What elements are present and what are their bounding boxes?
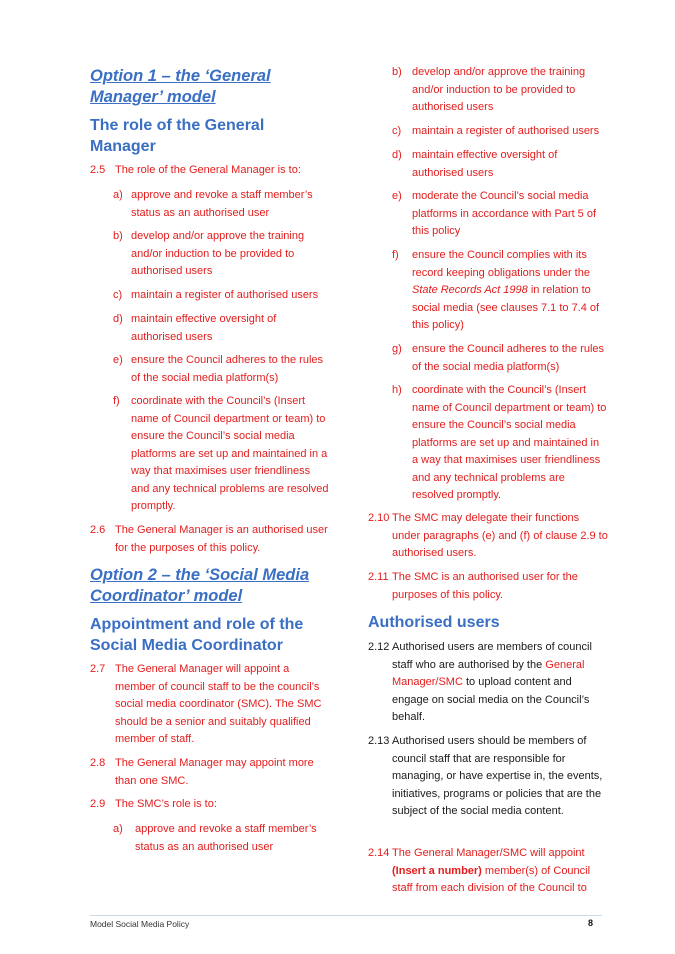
paragraph-number: 2.10	[368, 512, 390, 524]
paragraph-2-7	[90, 661, 330, 749]
smc-list-item-a	[113, 821, 335, 856]
paragraph-text: The General Manager will appoint a member of council staff to be the council’s social media coordinator (SMC). The SMC should be a senior and suitably qualified member of staff.	[115, 663, 322, 745]
smc-list-item-h	[392, 382, 607, 505]
smc-list-item-d	[392, 147, 607, 182]
list-text: develop and/or approve the training and/or induction to be provided to authorised users	[131, 230, 305, 277]
paragraph-number: 2.13	[368, 735, 390, 747]
list-text-part: ensure the Council complies with its record keeping obligations under the	[412, 249, 590, 279]
smc-list-item-f	[392, 247, 607, 335]
paragraph-number: 2.12	[368, 641, 390, 653]
option1-heading: Option 1 – the ‘General Manager’ model	[90, 67, 271, 106]
paragraph-number: 2.14	[368, 847, 390, 859]
paragraph-text-part: member(s) of Council staff from each division of the Council to	[392, 864, 591, 894]
list-text: ensure the Council adheres to the rules of the social media platform(s)	[131, 354, 324, 384]
list-letter: f)	[392, 249, 399, 261]
list-letter: d)	[113, 313, 123, 325]
list-letter: b)	[113, 230, 123, 242]
gm-list-item-d	[113, 311, 330, 346]
paragraph-2-9	[90, 796, 330, 814]
act-title: State Records Act 1998	[412, 284, 528, 296]
list-letter: b)	[392, 66, 402, 78]
footer-document-title: Model Social Media Policy	[90, 919, 190, 929]
paragraph-text-part: Authorised users are members of council staff who are authorised by the	[392, 641, 592, 671]
list-letter: c)	[392, 125, 402, 137]
smc-heading: Appointment and role of the Social Media Coordinator	[90, 616, 304, 654]
gm-list-item-b	[113, 228, 330, 281]
gm-list-item-f	[113, 393, 330, 516]
paragraph-number: 2.8	[90, 757, 106, 769]
list-text: moderate the Council’s social media platforms in accordance with Part 5 of this policy	[412, 190, 597, 237]
paragraph-2-12	[368, 639, 608, 727]
list-text: ensure the Council adheres to the rules of the social media platform(s)	[412, 343, 605, 373]
paragraph-2-6	[90, 522, 330, 557]
role-reference: General Manager/SMC	[392, 658, 585, 688]
paragraph-text: The General Manager may appoint more than one SMC.	[115, 757, 314, 787]
list-letter: g)	[392, 343, 402, 355]
list-text: maintain a register of authorised users	[131, 289, 319, 301]
option2-heading: Option 2 – the ‘Social Media Coordinator’ model	[90, 566, 310, 605]
role-gm-heading: The role of the General Manager	[90, 117, 265, 155]
paragraph-text-part: to upload content and engage on social media on the Council’s behalf.	[392, 676, 590, 723]
placeholder-text: (Insert a number)	[392, 864, 482, 877]
smc-list-item-b	[392, 64, 607, 117]
paragraph-text: The General Manager is an authorised user for the purposes of this policy.	[115, 524, 328, 554]
list-text: maintain a register of authorised users	[412, 125, 600, 137]
paragraph-2-10	[368, 510, 608, 563]
paragraph-text: Authorised users should be members of council staff that are responsible for managing, or have expertise in, the events, initiatives, programs or policies that are the subject of the social media content.	[392, 735, 603, 817]
list-text-part: in relation to social media (see clauses 7.1 to 7.4 of this policy)	[412, 284, 600, 331]
list-letter: a)	[113, 189, 123, 201]
list-text: approve and revoke a staff member’s status as an authorised user	[135, 823, 317, 853]
paragraph-number: 2.9	[90, 798, 106, 810]
paragraph-number: 2.6	[90, 524, 106, 536]
paragraph-2-11	[368, 569, 608, 604]
paragraph-number: 2.11	[368, 571, 389, 583]
list-letter: e)	[113, 354, 123, 366]
list-letter: c)	[113, 289, 123, 301]
paragraph-number: 2.7	[90, 663, 106, 675]
list-letter: d)	[392, 149, 402, 161]
paragraph-text	[368, 639, 608, 727]
gm-list-item-a	[113, 187, 330, 222]
paragraph-text: The SMC is an authorised user for the purposes of this policy.	[392, 571, 578, 601]
list-text: maintain effective oversight of authorised users	[412, 149, 558, 179]
smc-list-item-g	[392, 341, 607, 376]
list-letter: e)	[392, 190, 402, 202]
page-number: 8	[588, 918, 594, 928]
gm-list-item-c	[113, 287, 330, 305]
list-text: coordinate with the Council’s (Insert name of Council department or team) to ensure the Council’s social media platforms are set up and maintained in a way that maximises user friendliness and any technical problems are resolved promptly.	[131, 395, 329, 512]
paragraph-2-14	[368, 845, 608, 898]
paragraph-number: 2.5	[90, 164, 106, 176]
paragraph-2-8	[90, 755, 330, 790]
authorised-users-heading: Authorised users	[368, 614, 500, 631]
footer-divider	[90, 915, 602, 916]
list-text: develop and/or approve the training and/or induction to be provided to authorised users	[412, 66, 586, 113]
list-text: coordinate with the Council’s (Insert name of Council department or team) to ensure the Council’s social media platforms are set up and maintained in a way that maximises user friendliness and any technical problems are resolved promptly.	[412, 384, 607, 501]
list-text: approve and revoke a staff member’s status as an authorised user	[131, 189, 313, 219]
list-letter: a)	[113, 823, 123, 835]
smc-list-item-c	[392, 123, 607, 141]
paragraph-text: The role of the General Manager is to:	[115, 164, 301, 176]
list-text	[392, 247, 607, 335]
paragraph-2-5	[90, 162, 340, 180]
list-letter: h)	[392, 384, 402, 396]
paragraph-text: The SMC’s role is to:	[115, 798, 217, 810]
paragraph-2-13	[368, 733, 608, 821]
paragraph-text: The SMC may delegate their functions under paragraphs (e) and (f) of clause 2.9 to authorised users.	[392, 512, 608, 559]
paragraph-text	[368, 845, 608, 898]
list-text: maintain effective oversight of authorised users	[131, 313, 277, 343]
gm-list-item-e	[113, 352, 330, 387]
paragraph-text-part: The General Manager/SMC will appoint	[392, 847, 585, 859]
smc-list-item-e	[392, 188, 607, 241]
list-letter: f)	[113, 395, 120, 407]
